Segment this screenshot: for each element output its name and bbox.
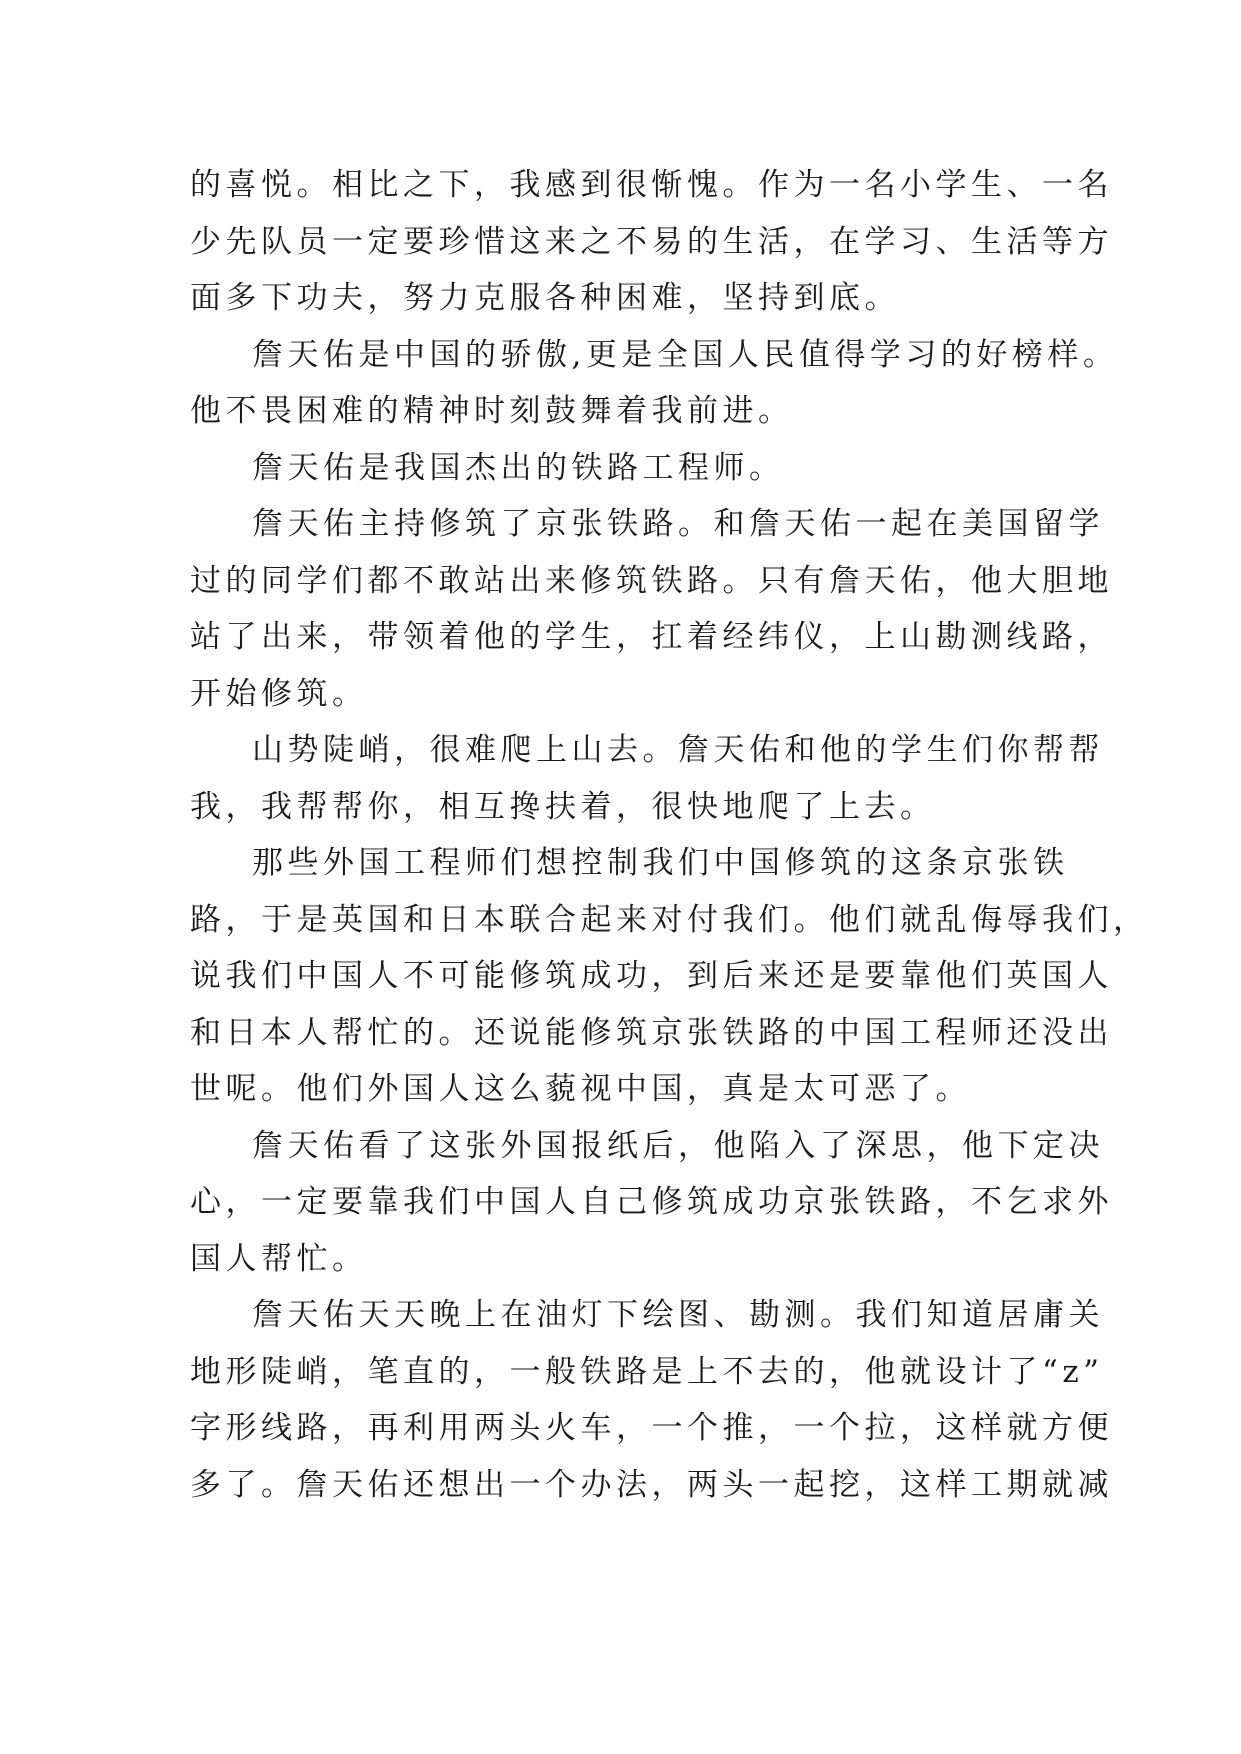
paragraph-4 — [190, 496, 1113, 722]
text-line: 詹天佑看了这张外国报纸后，他陷入了深思，他下定决 — [252, 1127, 1104, 1164]
text-line: 那些外国工程师们想控制我们中国修筑的这条京张铁 — [252, 845, 1069, 881]
paragraph-7 — [190, 1118, 1113, 1288]
document-body — [190, 157, 1149, 1513]
text-line: 詹天佑是中国的骄傲,更是全国人民值得学习的好榜样。 — [252, 336, 1119, 373]
text-line: 地形陡峭，笔直的，一般铁路是上不去的，他就设计了“z” — [190, 1353, 1104, 1390]
text-line: 开始修筑。 — [190, 675, 368, 712]
text-line: 字形线路，再利用两头火车，一个推，一个拉，这样就方便 — [190, 1410, 1113, 1446]
text-line: 山势陡峭，很难爬上山去。詹天佑和他的学生们你帮帮 — [252, 732, 1104, 768]
text-line: 的喜悦。相比之下，我感到很惭愧。作为一名小学生、一名 — [190, 167, 1113, 203]
text-line: 詹天佑天天晚上在油灯下绘图、勘测。我们知道居庸关 — [252, 1297, 1104, 1333]
text-line: 和日本人帮忙的。还说能修筑京张铁路的中国工程师还没出 — [190, 1014, 1113, 1051]
text-line: 过的同学们都不敢站出来修筑铁路。只有詹天佑，他大胆地 — [190, 562, 1113, 599]
paragraph-5 — [190, 722, 1104, 835]
paragraph-8 — [190, 1287, 1113, 1513]
text-line: 詹天佑是我国杰出的铁路工程师。 — [252, 449, 785, 486]
text-line: 国人帮忙。 — [190, 1240, 368, 1277]
text-line: 面多下功夫，努力克服各种困难，坚持到底。 — [190, 280, 900, 316]
text-line: 世呢。他们外国人这么藐视中国，真是太可恶了。 — [190, 1071, 971, 1107]
text-line: 说我们中国人不可能修筑成功，到后来还是要靠他们英国人 — [190, 958, 1113, 994]
paragraph-1 — [190, 157, 1113, 327]
text-line: 詹天佑主持修筑了京张铁路。和詹天佑一起在美国留学 — [252, 506, 1104, 542]
text-line: 心，一定要靠我们中国人自己修筑成功京张铁路，不乞求外 — [190, 1184, 1113, 1220]
text-line: 少先队员一定要珍惜这来之不易的生活，在学习、生活等方 — [190, 223, 1113, 260]
text-line: 我，我帮帮你，相互搀扶着，很快地爬了上去。 — [190, 788, 936, 825]
paragraph-6 — [190, 835, 1149, 1118]
paragraph-2 — [190, 327, 1119, 440]
paragraph-3 — [190, 440, 1070, 497]
text-line: 多了。詹天佑还想出一个办法，两头一起挖，这样工期就减 — [190, 1466, 1113, 1503]
text-line: 路，于是英国和日本联合起来对付我们。他们就乱侮辱我们， — [190, 901, 1149, 938]
text-line: 站了出来，带领着他的学生，扛着经纬仪，上山勘测线路， — [190, 619, 1113, 655]
text-line: 他不畏困难的精神时刻鼓舞着我前进。 — [190, 393, 794, 429]
